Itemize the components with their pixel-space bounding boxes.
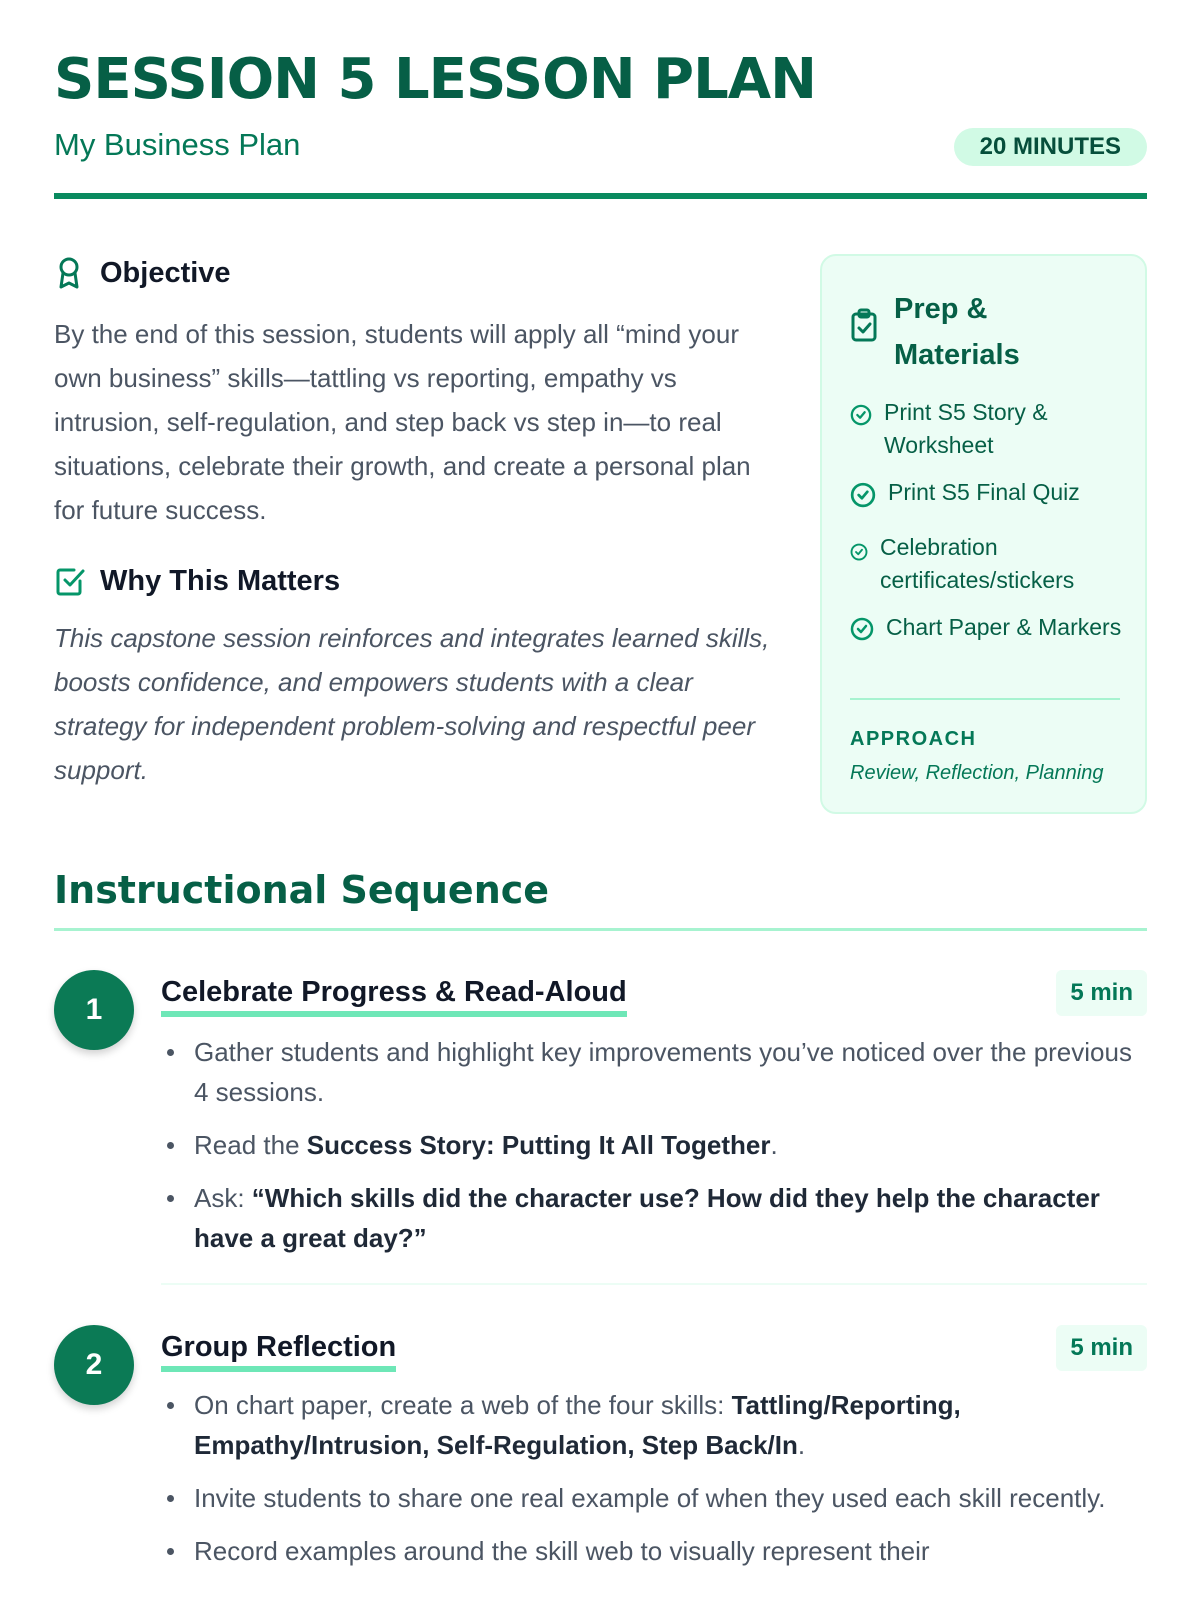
- prep-materials-card: [820, 254, 1147, 814]
- bullet-text: Gather students and highlight key improvements you’ve noticed over the previous 4 sessions.: [194, 1037, 1132, 1107]
- approach-text: Review, Reflection, Planning: [850, 762, 1104, 784]
- bullet-text-end: .: [770, 1130, 778, 1160]
- header-divider: [54, 193, 1147, 199]
- prep-item-label: Celebration certificates/stickers: [880, 534, 1075, 593]
- checkbox-icon: [54, 564, 88, 598]
- check-circle-icon: [850, 537, 868, 570]
- step-bullet: [161, 1478, 1147, 1518]
- bullet-emphasis: Tattling/Reporting, Empathy/Intrusion, Self-Regulation, Step Back/In: [194, 1390, 961, 1460]
- step-bullet-list: [161, 1385, 1147, 1584]
- check-circle-icon: [850, 617, 874, 650]
- prep-item-label: Chart Paper & Markers: [886, 614, 1122, 640]
- bullet-text: Record examples around the skill web to visually represent their: [194, 1536, 930, 1566]
- step-bullet: [161, 1125, 1147, 1165]
- prep-divider: [850, 698, 1120, 700]
- why-heading-label: Why This Matters: [100, 564, 341, 597]
- check-circle-icon: [850, 402, 872, 435]
- prep-item: [850, 531, 1130, 597]
- approach-label: APPROACH: [850, 728, 977, 750]
- bullet-text: Ask:: [194, 1183, 252, 1213]
- step-bullet: [161, 1032, 1147, 1112]
- step-duration-badge: 5 min: [1056, 1325, 1147, 1371]
- duration-badge: 20 MINUTES: [954, 128, 1147, 166]
- why-text: This capstone session reinforces and integrates learned skills, boosts confidence, and empowers students with a clear strategy for independent problem-solving and respectful peer support.: [54, 623, 770, 785]
- lesson-plan-page: [54, 0, 1147, 1600]
- prep-item: [850, 396, 1130, 462]
- bullet-text-end: .: [797, 1430, 806, 1460]
- bullet-emphasis: “Which skills did the character use? How did they help the character have a great day?”: [194, 1183, 1100, 1253]
- prep-heading-label: Prep & Materials: [894, 293, 1020, 371]
- step-bullet: [161, 1385, 1147, 1465]
- page-subtitle: My Business Plan: [54, 127, 301, 162]
- step-bullet-list: [161, 1032, 1147, 1271]
- objective-heading: [54, 256, 231, 290]
- step-title: Group Reflection: [161, 1331, 396, 1372]
- bullet-emphasis: Success Story: Putting It All Together: [306, 1130, 771, 1160]
- prep-item-label: Print S5 Story & Worksheet: [884, 399, 1048, 458]
- step-number-badge: 1: [54, 970, 134, 1050]
- step-number-badge: 2: [54, 1325, 134, 1405]
- sequence-divider: [54, 928, 1147, 931]
- award-ribbon-icon: [54, 256, 88, 290]
- step-duration-badge: 5 min: [1056, 970, 1147, 1016]
- step-divider: [161, 1283, 1147, 1285]
- page-title: SESSION 5 LESSON PLAN: [54, 47, 816, 112]
- objective-text: By the end of this session, students will apply all “mind your own business” skills—tattling vs reporting, empathy vs intrusion, self-regulation, and step back vs step in—to real situations, celebrate their growth, and create a personal plan for future success.: [54, 319, 751, 525]
- step-bullet: [161, 1531, 1147, 1571]
- bullet-text: On chart paper, create a web of the four skills:: [194, 1390, 732, 1420]
- why-heading: [54, 564, 340, 598]
- bullet-text: Invite students to share one real example of when they used each skill recently.: [194, 1483, 1106, 1513]
- check-circle-icon: [850, 482, 876, 517]
- sequence-title: Instructional Sequence: [54, 868, 550, 912]
- prep-item: [850, 476, 1130, 517]
- step-bullet: [161, 1178, 1147, 1258]
- prep-item: [850, 611, 1130, 650]
- step-title: Celebrate Progress & Read-Aloud: [161, 976, 627, 1017]
- bullet-text: Read the: [194, 1130, 307, 1160]
- prep-item-label: Print S5 Final Quiz: [888, 479, 1080, 505]
- prep-list: [850, 396, 1130, 664]
- objective-heading-label: Objective: [100, 256, 231, 289]
- prep-heading: [850, 286, 1094, 378]
- clipboard-check-icon: [850, 308, 878, 347]
